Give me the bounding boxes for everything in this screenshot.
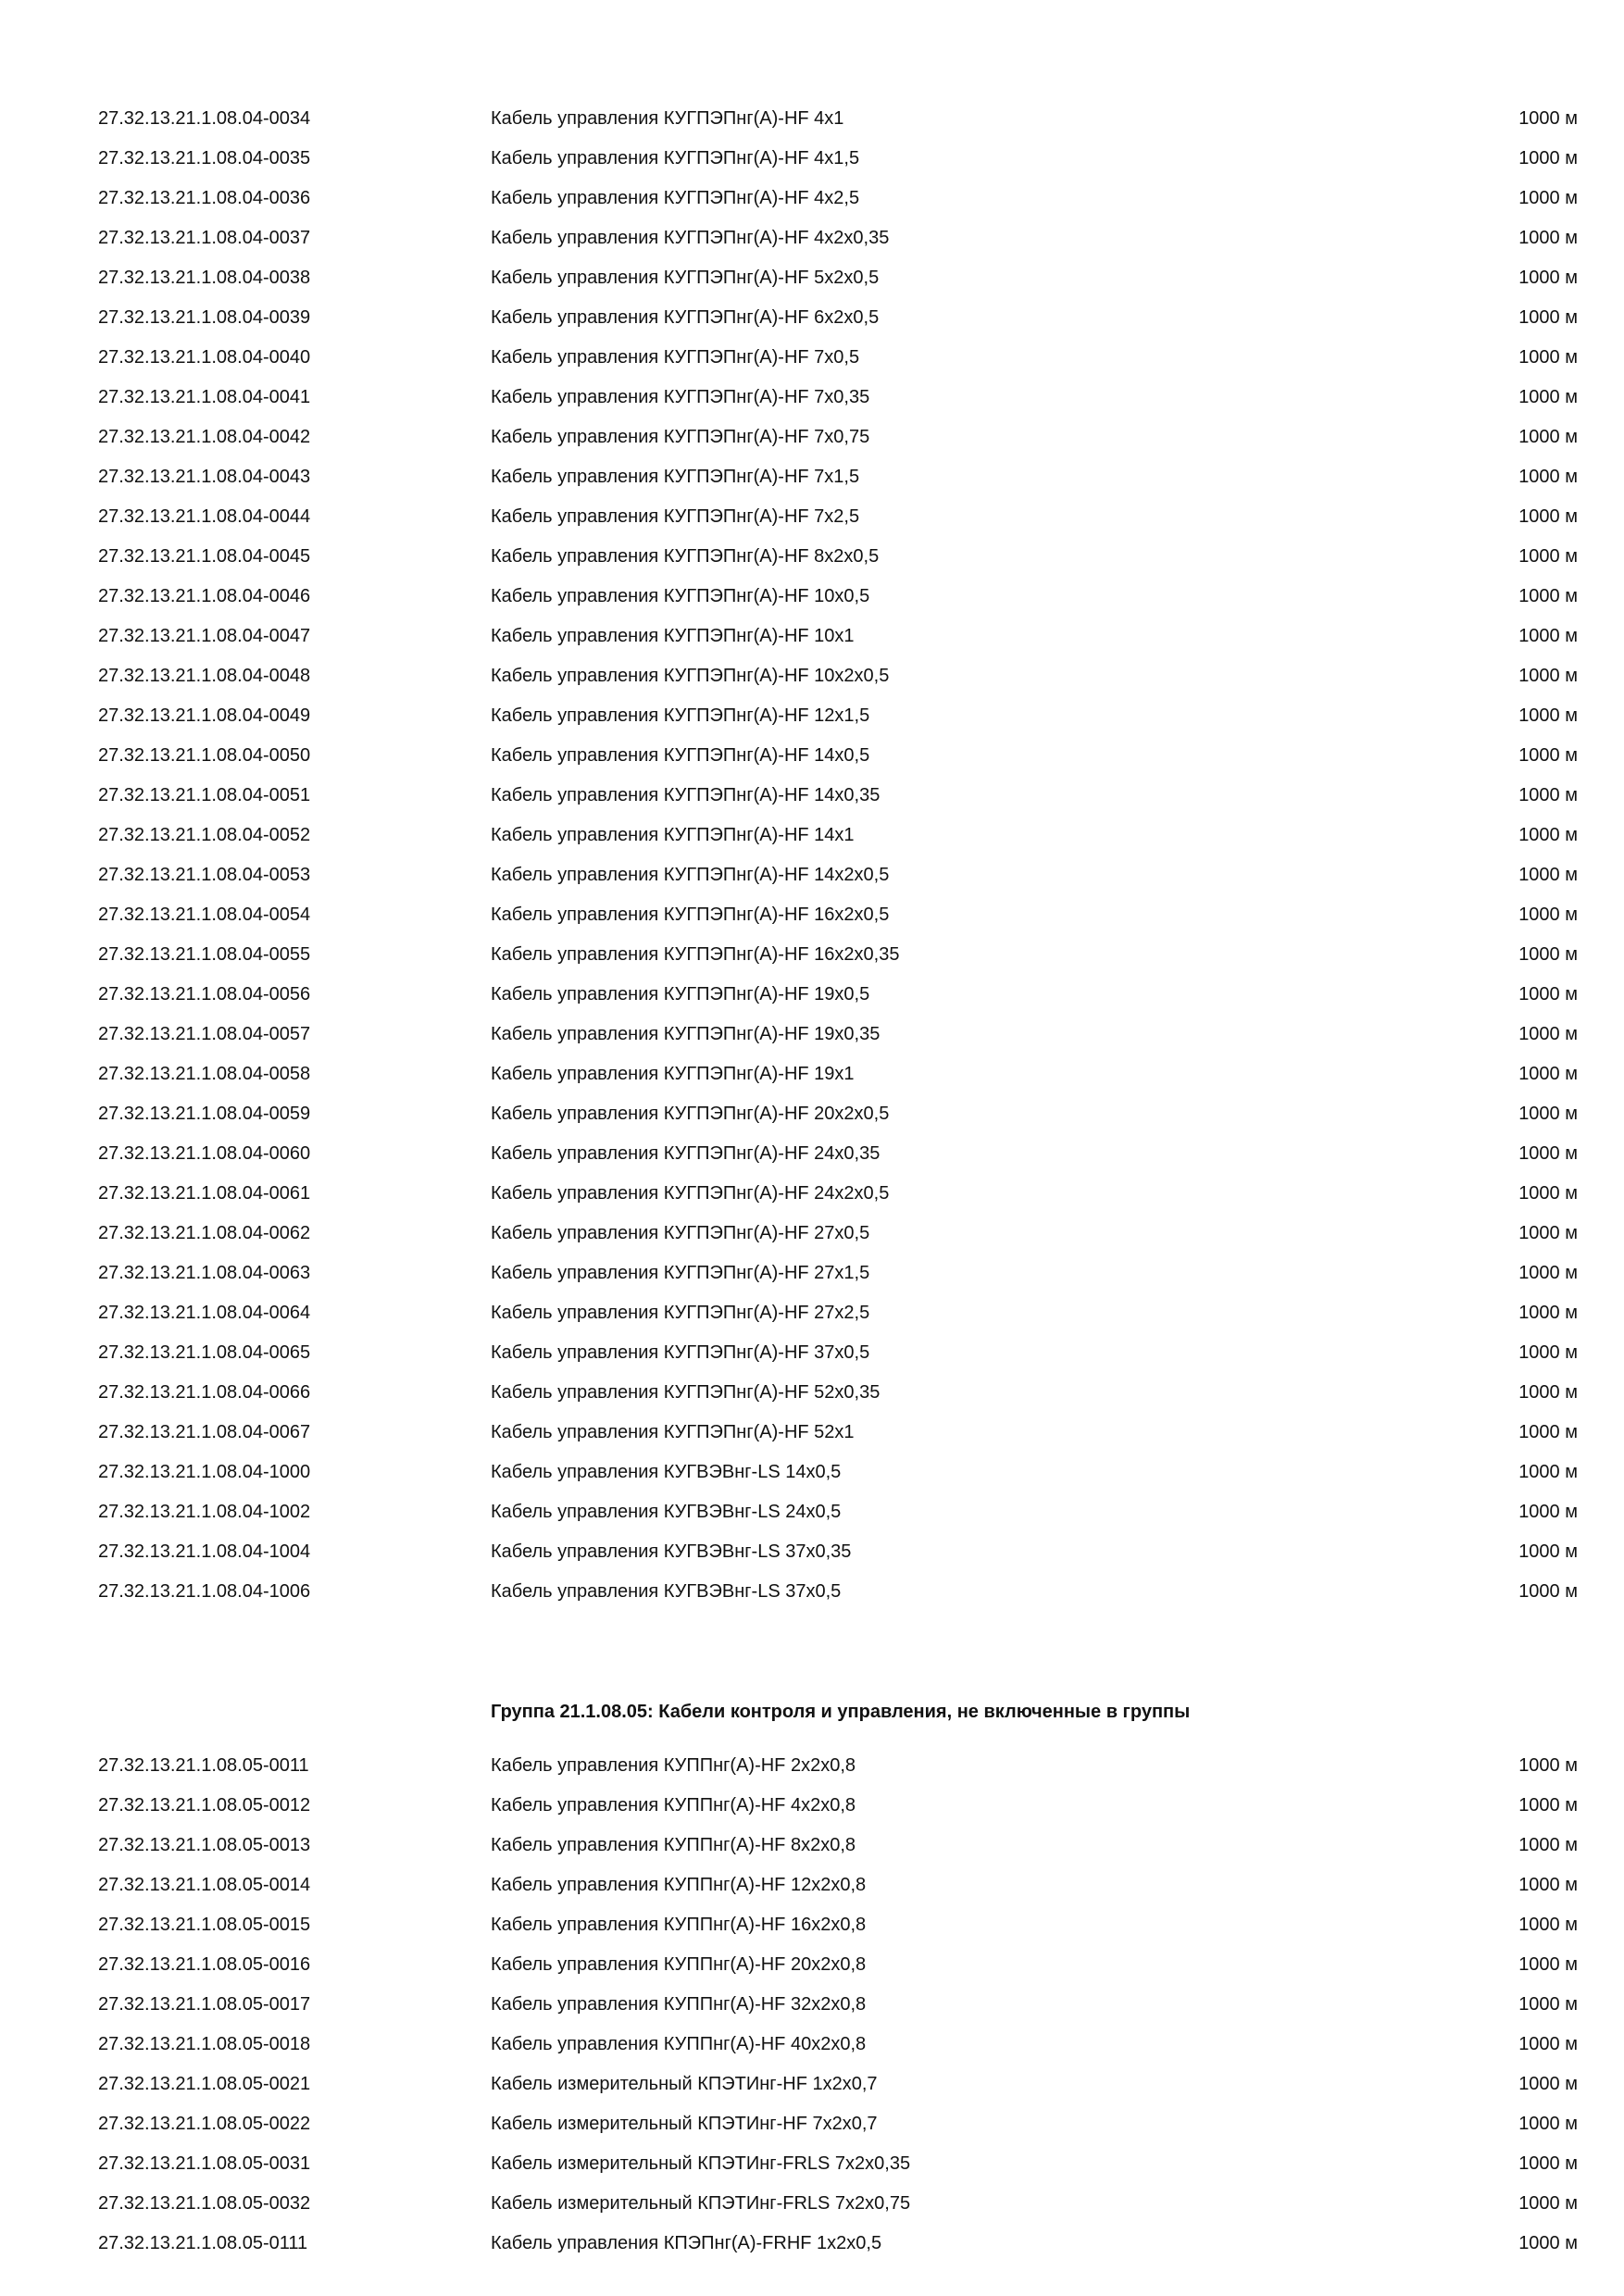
- row-unit: 1000 м: [1518, 427, 1578, 447]
- row-unit: 1000 м: [1518, 1422, 1578, 1442]
- row-code: 27.32.13.21.1.08.04-1002: [98, 1502, 311, 1522]
- row-code: 27.32.13.21.1.08.05-0031: [98, 2153, 311, 2174]
- row-code: 27.32.13.21.1.08.05-0111: [98, 2233, 308, 2253]
- table-row: [0, 1991, 1624, 2031]
- row-unit: 1000 м: [1518, 506, 1578, 527]
- row-code: 27.32.13.21.1.08.05-0011: [98, 1755, 309, 1776]
- row-code: 27.32.13.21.1.08.04-0043: [98, 467, 311, 487]
- table-row: [0, 384, 1624, 424]
- row-unit: 1000 м: [1518, 1502, 1578, 1522]
- table-row: [0, 1753, 1624, 1792]
- row-unit: 1000 м: [1518, 1223, 1578, 1243]
- row-unit: 1000 м: [1518, 2153, 1578, 2174]
- row-code: 27.32.13.21.1.08.05-0021: [98, 2074, 311, 2094]
- row-code: 27.32.13.21.1.08.05-0018: [98, 2034, 311, 2054]
- row-code: 27.32.13.21.1.08.04-0063: [98, 1263, 311, 1283]
- row-name: Кабель управления КПЭПнг(А)-FRHF 1x2x0,5: [491, 2233, 882, 2253]
- table-row: [0, 1539, 1624, 1578]
- row-code: 27.32.13.21.1.08.04-0055: [98, 944, 311, 965]
- row-code: 27.32.13.21.1.08.05-0015: [98, 1915, 311, 1935]
- table-row: [0, 1220, 1624, 1260]
- row-name: Кабель управления КУГПЭПнг(А)-HF 19x1: [491, 1064, 855, 1084]
- table-row: [0, 185, 1624, 225]
- table-row: [0, 1578, 1624, 1618]
- row-unit: 1000 м: [1518, 944, 1578, 965]
- table-row: [0, 1260, 1624, 1300]
- row-code: 27.32.13.21.1.08.04-0065: [98, 1342, 311, 1363]
- row-code: 27.32.13.21.1.08.05-0012: [98, 1795, 311, 1816]
- table-row: [0, 1872, 1624, 1912]
- row-name: Кабель управления КУППнг(А)-HF 20x2x0,8: [491, 1954, 867, 1975]
- row-code: 27.32.13.21.1.08.04-0067: [98, 1422, 311, 1442]
- row-unit: 1000 м: [1518, 1104, 1578, 1124]
- row-unit: 1000 м: [1518, 1835, 1578, 1855]
- row-name: Кабель управления КУГПЭПнг(А)-HF 7x2,5: [491, 506, 860, 527]
- table-row: [0, 1180, 1624, 1220]
- row-unit: 1000 м: [1518, 666, 1578, 686]
- row-name: Кабель управления КУГПЭПнг(А)-HF 52x1: [491, 1422, 855, 1442]
- row-code: 27.32.13.21.1.08.04-0034: [98, 108, 311, 129]
- row-code: 27.32.13.21.1.08.04-1004: [98, 1541, 311, 1562]
- row-code: 27.32.13.21.1.08.04-1000: [98, 1462, 311, 1482]
- row-name: Кабель управления КУГПЭПнг(А)-HF 5x2x0,5: [491, 268, 880, 288]
- row-code: 27.32.13.21.1.08.04-0052: [98, 825, 311, 845]
- table-row: [0, 703, 1624, 742]
- row-name: Кабель управления КУГПЭПнг(А)-HF 12x1,5: [491, 705, 870, 726]
- row-unit: 1000 м: [1518, 905, 1578, 925]
- table-row: [0, 862, 1624, 902]
- row-code: 27.32.13.21.1.08.05-0013: [98, 1835, 311, 1855]
- row-unit: 1000 м: [1518, 1263, 1578, 1283]
- row-unit: 1000 м: [1518, 626, 1578, 646]
- table-row: [0, 464, 1624, 504]
- row-code: 27.32.13.21.1.08.05-0017: [98, 1994, 311, 2015]
- row-unit: 1000 м: [1518, 1303, 1578, 1323]
- row-code: 27.32.13.21.1.08.04-0051: [98, 785, 311, 805]
- row-code: 27.32.13.21.1.08.04-0058: [98, 1064, 311, 1084]
- row-name: Кабель управления КУГПЭПнг(А)-HF 27x0,5: [491, 1223, 870, 1243]
- row-name: Кабель управления КУГПЭПнг(А)-HF 10x1: [491, 626, 855, 646]
- row-name: Кабель управления КУГПЭПнг(А)-HF 27x2,5: [491, 1303, 870, 1323]
- row-name: Кабель управления КУГПЭПнг(А)-HF 19x0,35: [491, 1024, 881, 1044]
- table-row: [0, 344, 1624, 384]
- row-name: Кабель управления КУГПЭПнг(А)-HF 4x2x0,35: [491, 228, 890, 248]
- row-unit: 1000 м: [1518, 546, 1578, 567]
- row-unit: 1000 м: [1518, 1064, 1578, 1084]
- row-unit: 1000 м: [1518, 2193, 1578, 2214]
- table-row: [0, 305, 1624, 344]
- row-unit: 1000 м: [1518, 148, 1578, 168]
- table-row: [0, 2151, 1624, 2190]
- row-unit: 1000 м: [1518, 2074, 1578, 2094]
- row-name: Кабель управления КУППнг(А)-HF 8x2x0,8: [491, 1835, 856, 1855]
- table-row: [0, 902, 1624, 942]
- table-row: [0, 265, 1624, 305]
- row-unit: 1000 м: [1518, 268, 1578, 288]
- row-name: Кабель управления КУППнг(А)-HF 2x2x0,8: [491, 1755, 856, 1776]
- table-row: [0, 1141, 1624, 1180]
- row-unit: 1000 м: [1518, 984, 1578, 1004]
- row-name: Кабель управления КУГПЭПнг(А)-HF 14x1: [491, 825, 855, 845]
- row-unit: 1000 м: [1518, 705, 1578, 726]
- row-unit: 1000 м: [1518, 1183, 1578, 1204]
- table-row: [0, 1300, 1624, 1340]
- row-unit: 1000 м: [1518, 188, 1578, 208]
- row-unit: 1000 м: [1518, 1581, 1578, 1602]
- table-row: [0, 583, 1624, 623]
- row-code: 27.32.13.21.1.08.04-0060: [98, 1143, 311, 1164]
- row-unit: 1000 м: [1518, 347, 1578, 368]
- section-05-block: [0, 1686, 1624, 2270]
- row-unit: 1000 м: [1518, 1024, 1578, 1044]
- table-row: [0, 1061, 1624, 1101]
- row-name: Кабель управления КУГПЭПнг(А)-HF 14x0,35: [491, 785, 881, 805]
- row-unit: 1000 м: [1518, 1875, 1578, 1895]
- row-code: 27.32.13.21.1.08.04-0066: [98, 1382, 311, 1403]
- row-code: 27.32.13.21.1.08.04-0048: [98, 666, 311, 686]
- row-unit: 1000 м: [1518, 1541, 1578, 1562]
- row-unit: 1000 м: [1518, 1954, 1578, 1975]
- section-05-rows: [0, 1753, 1624, 2270]
- row-unit: 1000 м: [1518, 1143, 1578, 1164]
- table-row: [0, 1792, 1624, 1832]
- row-name: Кабель управления КУГПЭПнг(А)-HF 8x2x0,5: [491, 546, 880, 567]
- row-code: 27.32.13.21.1.08.04-0062: [98, 1223, 311, 1243]
- table-row: [0, 2190, 1624, 2230]
- row-code: 27.32.13.21.1.08.04-0053: [98, 865, 311, 885]
- row-unit: 1000 м: [1518, 228, 1578, 248]
- row-code: 27.32.13.21.1.08.05-0032: [98, 2193, 311, 2214]
- row-unit: 1000 м: [1518, 387, 1578, 407]
- row-name: Кабель управления КУГПЭПнг(А)-HF 7x0,5: [491, 347, 860, 368]
- row-name: Кабель управления КУГПЭПнг(А)-HF 4x1,5: [491, 148, 860, 168]
- row-name: Кабель управления КУГПЭПнг(А)-HF 24x0,35: [491, 1143, 881, 1164]
- row-name: Кабель управления КУППнг(А)-HF 16x2x0,8: [491, 1915, 867, 1935]
- row-code: 27.32.13.21.1.08.04-0056: [98, 984, 311, 1004]
- row-name: Кабель управления КУГПЭПнг(А)-HF 6x2x0,5: [491, 307, 880, 328]
- table-row: [0, 1499, 1624, 1539]
- row-name: Кабель управления КУГПЭПнг(А)-HF 14x2x0,5: [491, 865, 890, 885]
- table-row: [0, 2111, 1624, 2151]
- row-name: Кабель управления КУГПЭПнг(А)-HF 10x2x0,5: [491, 666, 890, 686]
- row-unit: 1000 м: [1518, 2233, 1578, 2253]
- row-name: Кабель управления КУГВЭВнг-LS 14x0,5: [491, 1462, 842, 1482]
- table-row: [0, 145, 1624, 185]
- row-unit: 1000 м: [1518, 2034, 1578, 2054]
- row-name: Кабель управления КУГПЭПнг(А)-HF 14x0,5: [491, 745, 870, 766]
- table-row: [0, 1419, 1624, 1459]
- row-code: 27.32.13.21.1.08.04-0036: [98, 188, 311, 208]
- row-code: 27.32.13.21.1.08.04-0054: [98, 905, 311, 925]
- row-name: Кабель управления КУГПЭПнг(А)-HF 4x2,5: [491, 188, 860, 208]
- row-name: Кабель управления КУГВЭВнг-LS 37x0,5: [491, 1581, 842, 1602]
- table-row: [0, 543, 1624, 583]
- row-code: 27.32.13.21.1.08.04-0044: [98, 506, 311, 527]
- table-row: [0, 424, 1624, 464]
- row-unit: 1000 м: [1518, 745, 1578, 766]
- row-unit: 1000 м: [1518, 2114, 1578, 2134]
- row-code: 27.32.13.21.1.08.04-0057: [98, 1024, 311, 1044]
- row-unit: 1000 м: [1518, 1382, 1578, 1403]
- row-name: Кабель управления КУППнг(А)-HF 4x2x0,8: [491, 1795, 856, 1816]
- table-row: [0, 1340, 1624, 1379]
- table-row: [0, 504, 1624, 543]
- row-code: 27.32.13.21.1.08.04-0042: [98, 427, 311, 447]
- row-unit: 1000 м: [1518, 1462, 1578, 1482]
- row-unit: 1000 м: [1518, 1755, 1578, 1776]
- row-code: 27.32.13.21.1.08.04-0040: [98, 347, 311, 368]
- table-row: [0, 782, 1624, 822]
- section-04-rows: [0, 106, 1624, 1618]
- row-name: Кабель управления КУГПЭПнг(А)-HF 4x1: [491, 108, 844, 129]
- row-name: Кабель управления КУГПЭПнг(А)-HF 19x0,5: [491, 984, 870, 1004]
- row-name: Кабель измерительный КПЭТИнг-FRLS 7x2x0,75: [491, 2193, 911, 2214]
- row-name: Кабель управления КУГПЭПнг(А)-HF 37x0,5: [491, 1342, 870, 1363]
- row-unit: 1000 м: [1518, 307, 1578, 328]
- table-row: [0, 1912, 1624, 1952]
- row-code: 27.32.13.21.1.08.04-0064: [98, 1303, 311, 1323]
- row-unit: 1000 м: [1518, 785, 1578, 805]
- table-row: [0, 1459, 1624, 1499]
- row-code: 27.32.13.21.1.08.05-0014: [98, 1875, 311, 1895]
- row-code: 27.32.13.21.1.08.04-0038: [98, 268, 311, 288]
- row-name: Кабель управления КУППнг(А)-HF 40x2x0,8: [491, 2034, 867, 2054]
- row-unit: 1000 м: [1518, 1795, 1578, 1816]
- row-code: 27.32.13.21.1.08.04-0050: [98, 745, 311, 766]
- row-code: 27.32.13.21.1.08.05-0022: [98, 2114, 311, 2134]
- row-name: Кабель измерительный КПЭТИнг-HF 1x2x0,7: [491, 2074, 878, 2094]
- row-unit: 1000 м: [1518, 467, 1578, 487]
- table-row: [0, 663, 1624, 703]
- row-code: 27.32.13.21.1.08.04-0045: [98, 546, 311, 567]
- row-code: 27.32.13.21.1.08.04-0061: [98, 1183, 311, 1204]
- table-row: [0, 1952, 1624, 1991]
- table-row: [0, 1021, 1624, 1061]
- row-code: 27.32.13.21.1.08.04-0039: [98, 307, 311, 328]
- row-name: Кабель управления КУГПЭПнг(А)-HF 52x0,35: [491, 1382, 881, 1403]
- table-row: [0, 981, 1624, 1021]
- row-code: 27.32.13.21.1.08.04-0037: [98, 228, 311, 248]
- row-code: 27.32.13.21.1.08.04-0059: [98, 1104, 311, 1124]
- row-unit: 1000 м: [1518, 1994, 1578, 2015]
- row-name: Кабель измерительный КПЭТИнг-HF 7x2x0,7: [491, 2114, 878, 2134]
- row-unit: 1000 м: [1518, 825, 1578, 845]
- row-code: 27.32.13.21.1.08.04-0049: [98, 705, 311, 726]
- row-unit: 1000 м: [1518, 865, 1578, 885]
- table-row: [0, 2230, 1624, 2270]
- row-name: Кабель управления КУГПЭПнг(А)-HF 16x2x0,5: [491, 905, 890, 925]
- table-row: [0, 1379, 1624, 1419]
- row-name: Кабель управления КУГПЭПнг(А)-HF 10x0,5: [491, 586, 870, 606]
- group-header: [0, 1686, 1624, 1753]
- table-row: [0, 942, 1624, 981]
- row-name: Кабель управления КУГПЭПнг(А)-HF 20x2x0,5: [491, 1104, 890, 1124]
- row-name: Кабель управления КУГВЭВнг-LS 24x0,5: [491, 1502, 842, 1522]
- row-name: Кабель управления КУГВЭВнг-LS 37x0,35: [491, 1541, 852, 1562]
- row-name: Кабель управления КУГПЭПнг(А)-HF 24x2x0,5: [491, 1183, 890, 1204]
- row-name: Кабель управления КУГПЭПнг(А)-HF 7x0,75: [491, 427, 870, 447]
- row-name: Кабель управления КУГПЭПнг(А)-HF 16x2x0,35: [491, 944, 900, 965]
- table-row: [0, 822, 1624, 862]
- table-row: [0, 1101, 1624, 1141]
- table-row: [0, 742, 1624, 782]
- row-name: Кабель управления КУППнг(А)-HF 12x2x0,8: [491, 1875, 867, 1895]
- row-code: 27.32.13.21.1.08.04-0035: [98, 148, 311, 168]
- row-code: 27.32.13.21.1.08.04-0047: [98, 626, 311, 646]
- row-unit: 1000 м: [1518, 1915, 1578, 1935]
- table-row: [0, 1832, 1624, 1872]
- row-code: 27.32.13.21.1.08.04-1006: [98, 1581, 311, 1602]
- row-name: Кабель измерительный КПЭТИнг-FRLS 7x2x0,35: [491, 2153, 911, 2174]
- row-name: Кабель управления КУГПЭПнг(А)-HF 27x1,5: [491, 1263, 870, 1283]
- row-code: 27.32.13.21.1.08.04-0046: [98, 586, 311, 606]
- table-row: [0, 623, 1624, 663]
- row-code: 27.32.13.21.1.08.04-0041: [98, 387, 311, 407]
- table-row: [0, 2071, 1624, 2111]
- row-unit: 1000 м: [1518, 1342, 1578, 1363]
- table-row: [0, 2031, 1624, 2071]
- row-code: 27.32.13.21.1.08.05-0016: [98, 1954, 311, 1975]
- table-row: [0, 106, 1624, 145]
- row-name: Кабель управления КУГПЭПнг(А)-HF 7x0,35: [491, 387, 870, 407]
- row-name: Кабель управления КУГПЭПнг(А)-HF 7x1,5: [491, 467, 860, 487]
- row-unit: 1000 м: [1518, 586, 1578, 606]
- group-title: Группа 21.1.08.05: Кабели контроля и управления, не включенные в группы: [491, 1702, 1191, 1722]
- row-unit: 1000 м: [1518, 108, 1578, 129]
- row-name: Кабель управления КУППнг(А)-HF 32x2x0,8: [491, 1994, 867, 2015]
- table-row: [0, 225, 1624, 265]
